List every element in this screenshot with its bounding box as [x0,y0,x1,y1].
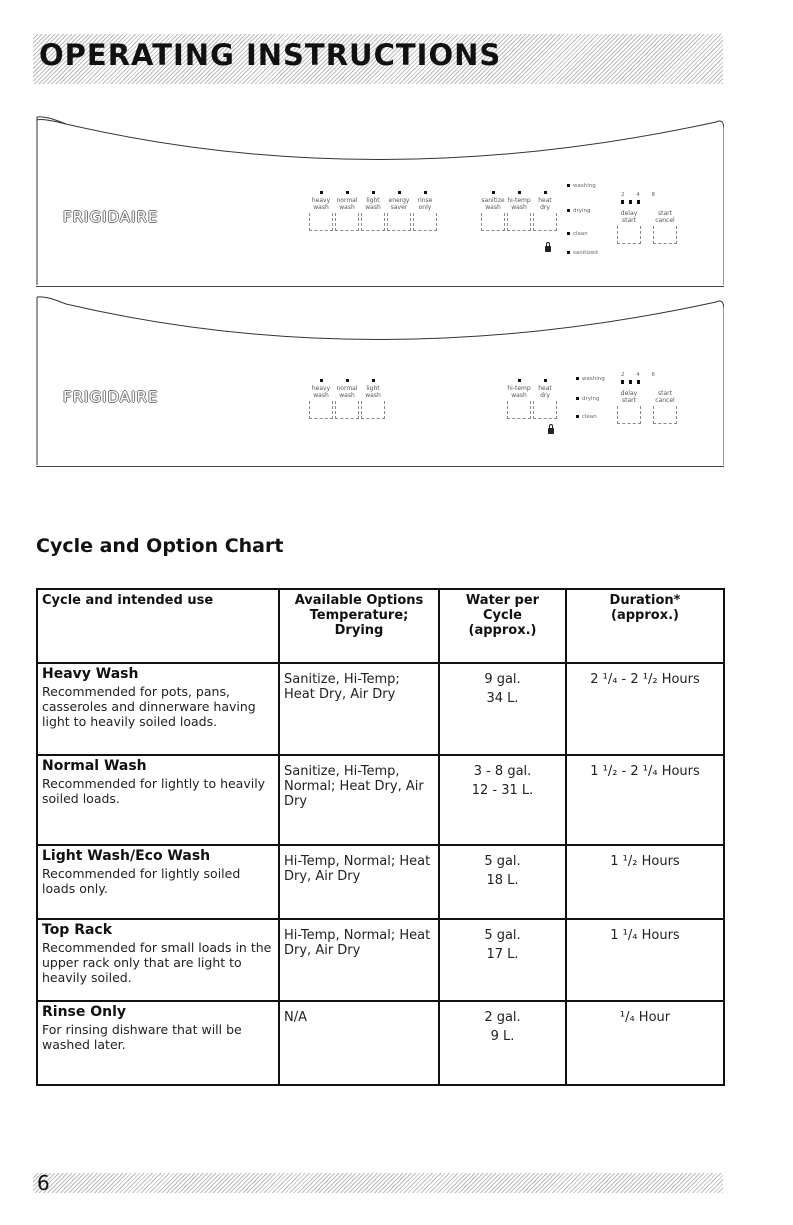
cell-cycle [37,755,279,845]
delay-hours-label: 2 4 6 [621,372,660,378]
cell-water: 5 gal. 17 L. [439,919,566,1001]
cell-cycle [37,1001,279,1085]
cell-water: 9 gal. 34 L. [439,663,566,755]
delay-hours-label: 2 4 8 [621,192,660,198]
section-title: Cycle and Option Chart [36,535,284,557]
indicator-drying: drying [576,396,600,402]
button-light-wash: light wash [360,379,386,419]
brand-logo: FRIGIDAIRE [63,208,159,226]
indicator-clean: clean [576,414,597,420]
cycle-description: Recommended for small loads in the upper rack only that are light to heavily soiled. [42,940,272,985]
header-banner [33,34,723,84]
cycle-description: Recommended for lightly to heavily soiled loads. [42,776,266,806]
cycle-description: Recommended for pots, pans, casseroles and dinnerware having light to heavily soiled loads. [42,684,256,729]
indicator-drying: drying [567,208,591,214]
lock-icon [548,428,554,434]
cell-duration: 1 ¹/₂ Hours [566,845,724,919]
cycle-description: For rinsing dishware that will be washed later. [42,1022,242,1052]
delay-hours-dots [621,200,645,204]
cycle-description: Recommended for lightly soiled loads only. [42,866,241,896]
cell-options: Sanitize, Hi-Temp; Heat Dry, Air Dry [279,663,439,755]
button-start-cancel: start cancel [652,390,678,424]
cell-cycle [37,663,279,755]
cell-duration: 1 ¹/₂ - 2 ¹/₄ Hours [566,755,724,845]
button-delay-start: delay start [616,210,642,244]
button-hi-temp-wash: hi-temp wash [506,191,532,231]
cell-duration: 1 ¹/₄ Hours [566,919,724,1001]
header-duration: Duration* (approx.) [566,589,724,663]
button-normal-wash: normal wash [334,379,360,419]
button-normal-wash: normal wash [334,191,360,231]
cell-options: N/A [279,1001,439,1085]
table-header-row [37,589,724,663]
cycle-name: Normal Wash [42,758,147,774]
page-number: 6 [37,1171,50,1195]
table-row [37,663,724,755]
button-start-cancel: start cancel [652,210,678,244]
cell-water: 3 - 8 gal. 12 - 31 L. [439,755,566,845]
indicator-sanitized: sanitized [567,250,598,256]
header-cycle: Cycle and intended use [37,589,279,663]
cell-options: Hi-Temp, Normal; Heat Dry, Air Dry [279,845,439,919]
header-water: Water per Cycle (approx.) [439,589,566,663]
button-heat-dry: heat dry [532,191,558,231]
control-panel-illustration-1 [36,116,724,287]
cell-cycle [37,919,279,1001]
cell-cycle [37,845,279,919]
button-energy-saver: energy saver [386,191,412,231]
cell-water: 2 gal. 9 L. [439,1001,566,1085]
button-rinse-only: rinse only [412,191,438,231]
cycle-name: Heavy Wash [42,666,139,682]
footer-banner [33,1173,723,1193]
indicator-washing: washing [567,183,596,189]
cycle-option-chart [36,588,725,1086]
cycle-name: Top Rack [42,922,113,938]
button-heavy-wash: heavy wash [308,191,334,231]
header-options: Available Options Temperature; Drying [279,589,439,663]
table-row [37,845,724,919]
button-heavy-wash: heavy wash [308,379,334,419]
brand-logo: FRIGIDAIRE [63,388,159,406]
page-title: OPERATING INSTRUCTIONS [39,38,502,72]
indicator-washing: washing [576,376,605,382]
indicator-clean: clean [567,231,588,237]
button-delay-start: delay start [616,390,642,424]
cycle-name: Rinse Only [42,1004,127,1020]
cell-options: Hi-Temp, Normal; Heat Dry, Air Dry [279,919,439,1001]
cycle-name: Light Wash/Eco Wash [42,848,211,864]
table-row [37,755,724,845]
cell-water: 5 gal. 18 L. [439,845,566,919]
cell-duration: ¹/₄ Hour [566,1001,724,1085]
control-panel-illustration-2 [36,296,724,467]
cell-duration: 2 ¹/₄ - 2 ¹/₂ Hours [566,663,724,755]
cell-options: Sanitize, Hi-Temp, Normal; Heat Dry, Air Dry [279,755,439,845]
button-light-wash: light wash [360,191,386,231]
delay-hours-dots [621,380,645,384]
button-hi-temp-wash: hi-temp wash [506,379,532,419]
table-row [37,1001,724,1085]
button-sanitize-wash: sanitize wash [480,191,506,231]
button-heat-dry: heat dry [532,379,558,419]
table-row [37,919,724,1001]
lock-icon [545,246,551,252]
